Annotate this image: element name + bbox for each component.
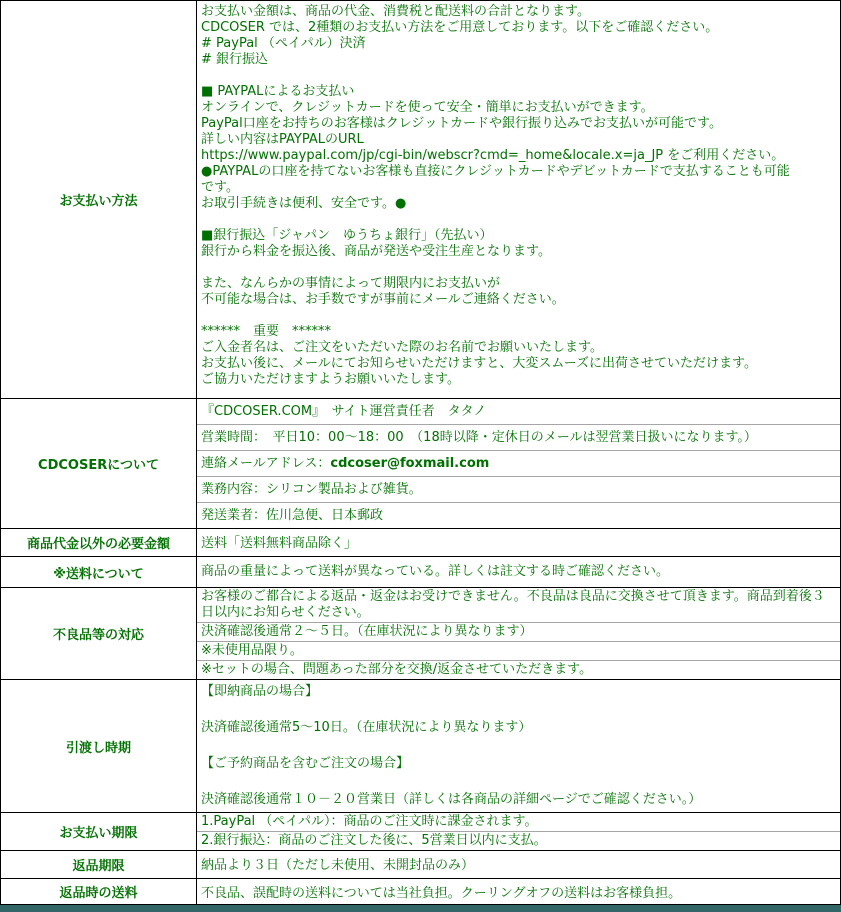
payment-line: # PayPal （ペイパル）決済 [201,36,366,51]
row-payment-deadline [1,813,840,851]
row-extra-fee [1,529,840,557]
return-deadline-text: 納品より３日（ただし未使用、未開封品のみ） [201,858,475,873]
return-shipping-label: 返品時の送料 [1,879,197,904]
defective-unused-only-text: ※未使用品限り。 [197,642,840,661]
payment-line: お支払い金額は、商品の代金、消費税と配送料の合計となります。 [201,4,590,19]
deadline-bank-transfer-text: 2.銀行振込：商品のご注文した後に、5営業日以内に支払。 [201,833,547,848]
payment-line: ■ PAYPALによるお支払い [201,84,355,99]
payment-line: 不可能な場合は、お手数ですが事前にメールご連絡ください。 [201,292,565,307]
payment-line: オンラインで、クレジットカードを使って安全・簡単にお支払いができます。 [201,100,654,115]
business-hours-text: 営業時間： 平日10：00～18：00 （18時以降・定休日のメールは翌営業日扱いになります。） [197,425,840,451]
delivery-preorder-heading: 【ご予約商品を含むご注文の場合】 [201,756,410,771]
defective-handling-content [197,588,840,679]
shipping-carriers-text: 発送業者：佐川急便、日本郵政 [201,508,384,523]
row-return-shipping [1,879,840,905]
payment-line: ご協力いただけますようお願いいたします。 [201,372,460,387]
extra-fee-label: 商品代金以外の必要金額 [1,529,197,556]
business-description-text: 業務内容：シリコン製品および雑貨。 [197,477,840,503]
payment-important-heading: ****** 重要 ****** [201,324,332,339]
footer-bar [0,905,841,912]
payment-line: です。 [201,180,239,195]
payment-line: 詳しい内容はPAYPALのURL [201,132,364,147]
blank-line [201,68,836,84]
about-cdcoser-content [197,399,840,528]
payment-line: ■銀行振込「ジャパン ゆうちょ銀行」（先払い） [201,228,493,243]
payment-line: PayPal口座をお持ちのお客様はクレジットカードや銀行振り込みでお支払いが可能です。 [201,116,722,131]
contact-email-address: cdcoser@foxmail.com [330,456,490,471]
shipping-note-label: ※送料について [1,557,197,587]
blank-line [201,212,836,228]
delivery-time-content [197,680,840,812]
return-shipping-text: 不良品、誤配時の送料については当社負担。クーリングオフの送料はお客様負担。 [201,886,682,901]
payment-line: お支払い後に、メールにてお知らせいただけますと、大変スムーズに出荷させていただけます。 [201,356,758,371]
blank-line [201,308,836,324]
blank-line [201,773,836,791]
defective-processing-time-text: 決済確認後通常２～５日。（在庫状況により異なります） [197,623,840,642]
payment-deadline-content [197,813,840,850]
delivery-time-label: 引渡し時期 [1,680,197,812]
row-shipping-note [1,557,840,588]
defective-handling-label: 不良品等の対応 [1,588,197,679]
blank-line [201,701,836,719]
row-return-deadline [1,851,840,879]
payment-method-content [197,1,840,398]
row-about-cdcoser [1,399,840,529]
payment-line: また、なんらかの事情によって期限内にお支払いが [201,276,501,291]
contact-email-prefix: 連絡メールアドレス： [201,456,331,471]
payment-line: CDCOSER では、2種類のお支払い方法をご用意しております。以下をご確認ください。 [201,20,719,35]
payment-line: お取引手続きは便利、安全です。● [201,196,407,211]
blank-line [201,737,836,755]
delivery-preorder-time-text: 決済確認後通常１０－２０営業日（詳しくは各商品の詳細ページでご確認ください。） [201,792,702,807]
site-operator-text: 『CDCOSER.COM』 サイト運営責任者 タタノ [197,399,840,425]
row-payment-method [1,1,840,399]
paypal-url-text: https://www.paypal.com/jp/cgi-bin/webscr?cmd=_home&locale.x=ja_JP をご利用ください。 [201,148,785,163]
extra-fee-text: 送料「送料無料商品除く」 [201,536,358,551]
payment-line: 銀行から料金を振込後、商品が発送や受注生産となります。 [201,244,551,259]
delivery-instock-time-text: 決済確認後通常5～10日。（在庫状況により異なります） [201,720,532,735]
payment-method-label: お支払い方法 [1,1,197,398]
delivery-instock-heading: 【即納商品の場合】 [201,684,319,699]
return-deadline-label: 返品期限 [1,851,197,878]
defective-policy-text: お客様のご都合による返品・返金はお受けできません。不良品は良品に交換させて頂きます。商品到着後３日以内にお知らせください。 [197,588,840,623]
blank-line [201,260,836,276]
contact-email-row [197,451,840,477]
payment-line: ●PAYPALの口座を持てないお客様も直接にクレジットカードやデビットカードで支払することも可能 [201,164,790,179]
payment-line: ご入金者名は、ご注文をいただいた際のお名前でお願いいたします。 [201,340,603,355]
defective-set-policy-text: ※セットの場合、問題あった部分を交換/返金させていただきます。 [201,662,593,677]
payment-line: # 銀行振込 [201,52,269,67]
deadline-paypal-text: 1.PayPal （ペイパル）：商品のご注文時に課金されます。 [197,813,840,832]
row-defective-handling [1,588,840,680]
payment-deadline-label: お支払い期限 [1,813,197,850]
row-delivery-time [1,680,840,813]
shipping-note-text: 商品の重量によって送料が異なっている。詳しくは註文する時ご確認ください。 [201,564,670,579]
about-cdcoser-label: CDCOSERについて [1,399,197,528]
